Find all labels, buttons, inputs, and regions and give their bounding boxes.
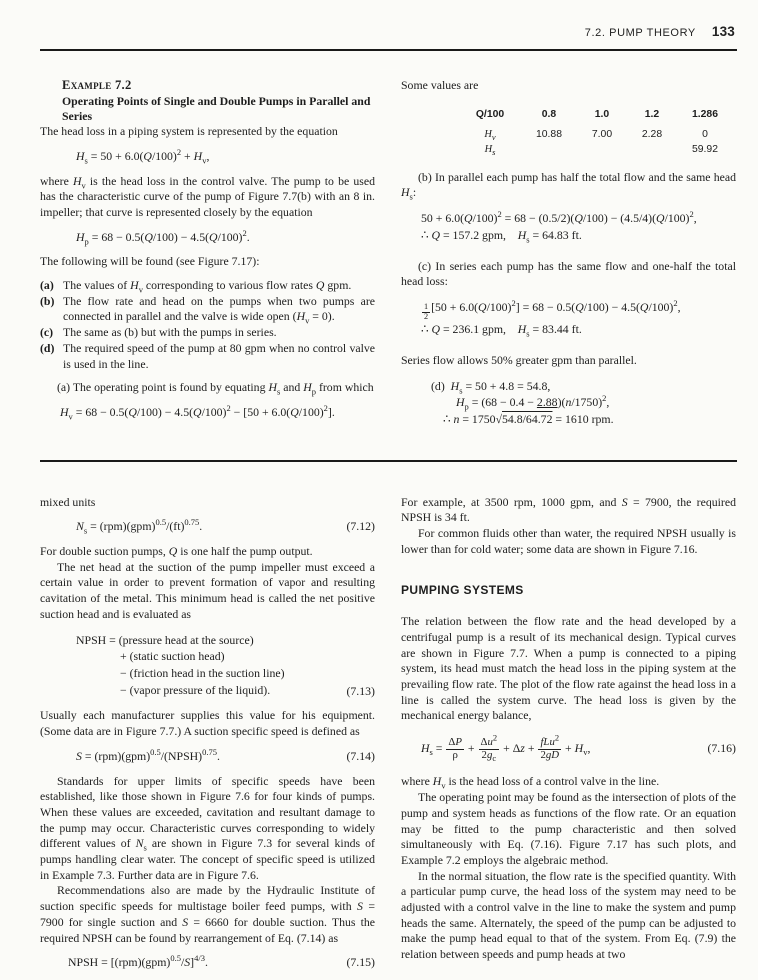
example-intro: The head loss in a piping system is represented by the equation — [40, 124, 338, 139]
equation-7-12 — [40, 519, 375, 535]
list-item — [40, 325, 375, 341]
list-item-tag: (b) — [40, 293, 55, 308]
equation-body: $H_p = 68 - 0.5(Q/100) - 4.5(Q/100)^2$. — [76, 227, 250, 246]
equation-part-d — [431, 378, 736, 429]
list-item — [40, 341, 375, 372]
equation-line: ∴ n = 1750√54.8/64.72 = 1610 rpm. — [443, 411, 614, 426]
list-item — [40, 278, 375, 294]
equation-body — [421, 210, 736, 244]
paragraph-npsh-example: For example, at 3500 rpm, 1000 gpm, and S = 7900, the required NPSH is 34 ft. — [401, 494, 736, 525]
equation-line: + (static suction head) — [120, 649, 225, 664]
table-cell: 0 — [702, 128, 708, 140]
equation-body: $N_s = (rpm)(gpm)^{0.5}/(ft)^{0.75}$. — [76, 517, 203, 536]
example-box — [40, 51, 737, 460]
equation-parallel — [401, 210, 736, 244]
list-item-tag: (d) — [40, 340, 55, 355]
example-label: Example 7.2 — [62, 78, 132, 92]
equation-number: (7.13) — [346, 683, 375, 698]
list-item-text: The values of $H_v$ corresponding to various flow rates Q gpm. — [63, 278, 352, 295]
mixed-units-line: mixed units — [40, 494, 96, 509]
equation-line: ∴ Q = 236.1 gpm, $H_s = 83.44$ ft. — [421, 322, 582, 339]
paragraph-usually: Usually each manufacturer supplies this value for his equipment. (Some data are in Figure 7.7.) A suction specific speed is defined as — [40, 708, 375, 739]
equation-body: NPSH = $[(rpm)(gpm)^{0.5}/S]^{4/3}$. — [68, 953, 208, 970]
section-title: 7.2. PUMP THEORY — [584, 27, 696, 39]
equation-7-16 — [401, 732, 736, 763]
equation-number: (7.14) — [346, 748, 375, 763]
paragraph-standards: Standards for upper limits of specific speeds have been established, like those shown in Figure 7.6 for four kinds of pumps. When these values are exceeded, cavitation and resultant damage to the pump may occur. Characteristic curves corresponding to widely different values of $N_s$ are shown in Figure 7.3 for several kinds of pumps handling clear water. The concept of specific speed is utilized in Example 7.3. Further data are in Figure 7.6. — [40, 773, 375, 882]
list-item — [40, 294, 375, 325]
equation-body: $H_v = 68 - 0.5(Q/100) - 4.5(Q/100)^2 - [50 + 6.0(Q/100)^2]$. — [60, 403, 335, 422]
findings-intro: The following will be found (see Figure 7.17): — [40, 254, 260, 269]
paragraph-operating-point: The operating point may be found as the intersection of plots of the pump and system heads as functions of the flow rate. Or an equation may be fitted to the pump characteristic and then solved simultaneously with Eq. (7.16). Figure 7.17 has such plots, and Example 7.2 employs the algebraic method. — [401, 790, 736, 867]
equation-number: (7.15) — [346, 955, 375, 970]
paragraph-where: where $H_v$ is the head loss of a control valve in the line. — [401, 774, 660, 791]
equation-line: $H_p = (68 - 0.4 - 2.88)(n/1750)^2$, — [456, 393, 610, 412]
equation-line: (d) $H_s = 50 + 4.8 = 54.8$, — [431, 378, 551, 395]
equation-body — [431, 378, 736, 429]
table-col-header: 0.8 — [541, 108, 557, 120]
equation-number: (7.16) — [707, 741, 736, 756]
equation-body: $H_s = 50 + 6.0(Q/100)^2 + H_v$, — [76, 146, 210, 166]
table-cell: 7.00 — [591, 128, 613, 140]
part-b-intro: (b) In parallel each pump has half the total flow and the same head $H_s$: — [401, 169, 736, 202]
main-left-column — [40, 495, 375, 980]
paragraph-control-valve: where $H_v$ is the head loss in the control valve. The pump to be used has the characteristic curve of the pump of Figure 7.7(b) with an 8 in. impeller; that curve is represented closely by the equation — [40, 173, 375, 219]
equation-body — [421, 299, 736, 339]
table-cell: 10.88 — [535, 128, 562, 140]
part-c-intro: (c) In series each pump has the same flow and one-half the total head loss: — [401, 258, 736, 289]
findings-list — [40, 278, 375, 372]
paragraph-recommendations: Recommendations also are made by the Hydraulic Institute of suction specific speeds for multistage boiler feed pumps, with S = 7900 for single suction and S = 6660 for double suction. Thus the required NPSH can be found by rearrangement of Eq. (7.14) as — [40, 883, 376, 945]
example-right-column — [401, 78, 736, 438]
list-item-text: The required speed of the pump at 80 gpm when no control valve is used in the line. — [63, 340, 375, 371]
main-text — [40, 462, 737, 980]
equation-line: $50 + 6.0(Q/100)^2 = 68 - (0.5/2)(Q/100) - (4.5/4)(Q/100)^2$, — [421, 209, 697, 226]
series-note: Series flow allows 50% greater gpm than parallel. — [401, 352, 637, 367]
table-row-label: $H_s$ — [484, 143, 496, 157]
page-number: 133 — [711, 24, 735, 39]
table-cell — [521, 143, 577, 156]
equation-number: (7.12) — [346, 519, 375, 534]
table-col-header: 1.2 — [644, 108, 660, 120]
some-values-caption: Some values are — [401, 78, 479, 92]
equation-line: − (vapor pressure of the liquid). — [120, 682, 271, 697]
equation-line: $\frac{1}{2}$ $[50 + 6.0(Q/100)^2] = 68 - 0.5(Q/100) - 4.5(Q/100)^2$, — [424, 298, 681, 321]
part-a-intro: (a) The operating point is found by equating $H_s$ and $H_p$ from which — [57, 380, 374, 397]
example-title: Operating Points of Single and Double Pumps in Parallel and Series — [62, 93, 371, 123]
equation-body: $H_s$ = $\frac{\Delta P}{\rho}$ + $\frac{\Delta u^2}{2g_c}$ + Δz + $\frac{fLu^2}{2gD}$ + $H_v$, — [421, 732, 591, 763]
example-left-column — [40, 78, 375, 438]
equation-series — [401, 299, 736, 339]
section-heading-pumping-systems: PUMPING SYSTEMS — [401, 583, 524, 598]
paragraph-normal-situation: In the normal situation, the flow rate is the specified quantity. With a particular pump curve, the head loss of the system may need to be adjusted with a control valve in the line to make the system and pump heads the same. Alternately, the speed of the pump can be adjusted to make the pump head equal to that of the system. From Eq. (7.9) the relation between speeds and pump heads at two — [401, 868, 736, 962]
equation-line: ∴ Q = 157.2 gpm, $H_s = 64.83$ ft. — [421, 227, 582, 245]
equation-7-14 — [40, 746, 375, 765]
table-cell: 59.92 — [691, 143, 718, 155]
list-item-tag: (c) — [40, 325, 54, 340]
table-col-header: 1.286 — [691, 108, 718, 120]
equation-valve-head — [40, 405, 375, 421]
list-item-text: The flow rate and head on the pumps when two pumps are connected in parallel and the valve is wide open $(H_v = 0)$. — [63, 293, 375, 326]
table-col-header: 1.0 — [594, 108, 610, 120]
table-row-label: $H_v$ — [484, 128, 496, 142]
values-table — [459, 108, 736, 156]
table-cell: 2.28 — [641, 128, 663, 140]
paragraph-double-suction: For double suction pumps, Q is one half the pump output. — [40, 544, 313, 559]
paragraph-relation: The relation between the flow rate and the head developed by a centrifugal pump is a result of its mechanical design. Typical curves are shown in Figure 7.7. When a pump is connected to a piping system, its head must match the head loss in the piping system at the prevailing flow rate. The plot of the flow rate against the head loss in a line is called the system curve. The head loss is given by the mechanical energy balance, — [401, 614, 736, 723]
table-cell — [627, 143, 677, 156]
table-cell — [577, 143, 627, 156]
table-col-header: Q/100 — [475, 108, 505, 120]
equation-body — [76, 632, 340, 700]
equation-7-13 — [40, 632, 375, 700]
main-right-column — [401, 495, 736, 980]
equation-line: NPSH = (pressure head at the source) — [76, 632, 254, 647]
equation-7-15 — [40, 955, 375, 971]
list-item-tag: (a) — [40, 278, 54, 293]
equation-line: − (friction head in the suction line) — [120, 665, 285, 680]
list-item-text: The same as (b) but with the pumps in series. — [63, 325, 277, 340]
paragraph-common-fluids: For common fluids other than water, the required NPSH usually is lower than for cold water; some data are shown in Figure 7.16. — [401, 526, 736, 556]
equation-pump-head — [40, 227, 375, 246]
equation-body: S = (rpm)(gpm)$^{0.5}$/(NPSH)$^{0.75}$. — [76, 746, 220, 763]
equation-system-head — [40, 146, 375, 166]
paragraph-net-head: The net head at the suction of the pump impeller must exceed a certain value in order to prevent formation of vapor and resulting cavitation of the metal. This minimum head is called the net positive suction head and is evaluated as — [40, 559, 375, 621]
running-head — [40, 24, 737, 39]
